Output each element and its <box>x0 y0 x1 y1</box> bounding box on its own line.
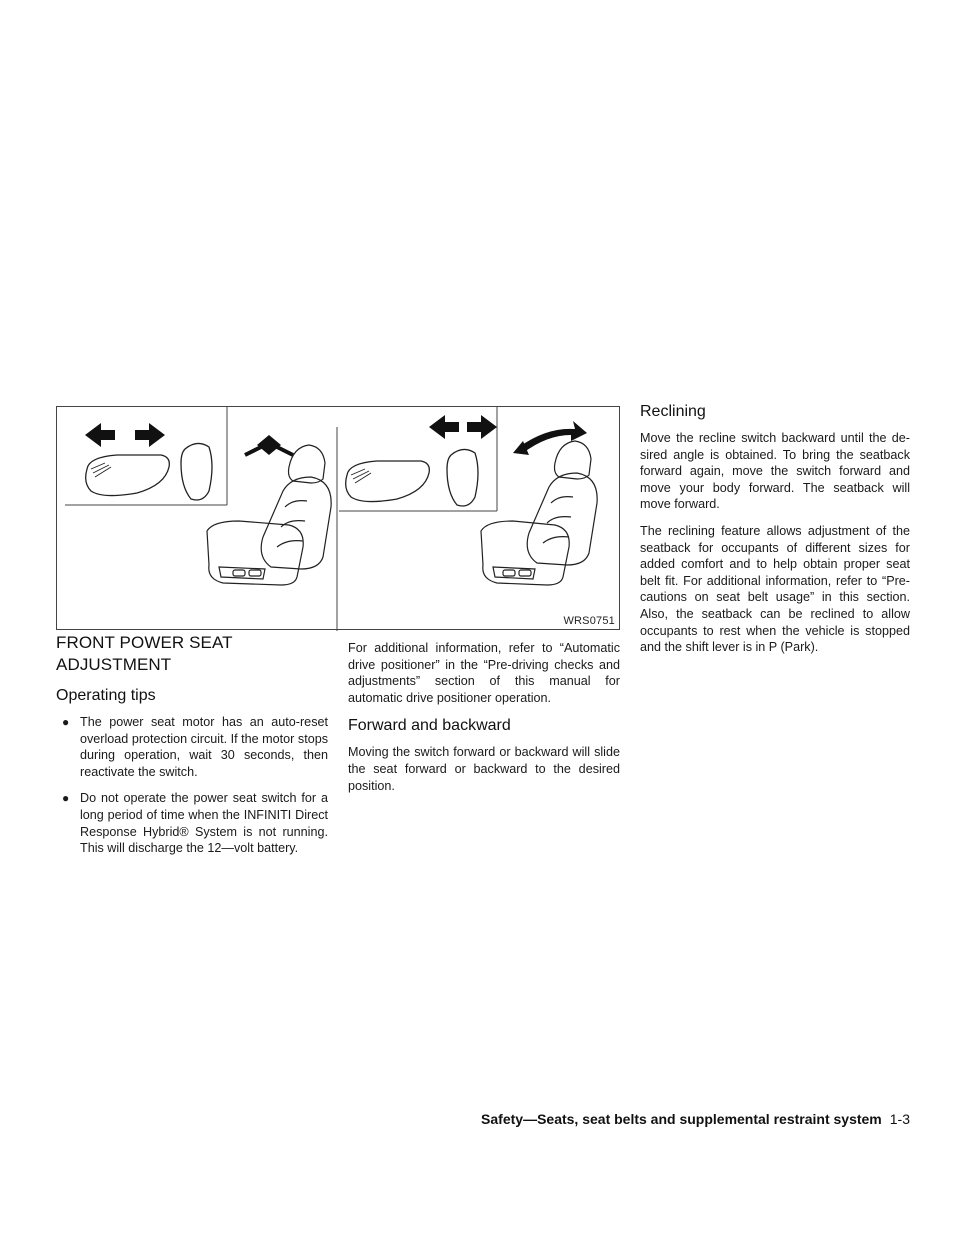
forward-backward-paragraph: Moving the switch forward or backward will slide the seat forward or backward to the desired position. <box>348 745 620 793</box>
reclining-paragraph-2: The reclining feature allows adjustment of the seatback for occupants of different sizes for added comfort and to help obtain proper seat belt fit. For additional information, refer to “Pre-cautions on seat belt usage” in this section. Also, the seatback can be reclined to allow occupants to rest when the vehicle is stopped and the shift lever is in P (Park). <box>640 523 910 655</box>
left-column <box>56 632 328 867</box>
double-arrow-icon <box>429 415 497 439</box>
subsection-title-forward-backward: Forward and backward <box>348 717 511 735</box>
page-number: 1-3 <box>889 1111 910 1127</box>
page-footer <box>481 1111 910 1131</box>
tip-text: The power seat motor has an auto-reset overload protection circuit. If the motor stops during operation, wait 30 seconds, then reactivate the switch. <box>80 715 328 779</box>
section-title: FRONT POWER SEAT ADJUSTMENT <box>56 633 233 674</box>
seat-right-icon <box>481 441 597 585</box>
bullet-icon: ● <box>62 791 70 806</box>
seat-adjustment-illustration <box>56 406 620 630</box>
tips-list <box>56 714 328 857</box>
list-item <box>56 714 328 780</box>
curved-arrow-icon <box>513 421 587 455</box>
tip-text: Do not operate the power seat switch for a long period of time when the INFINITI Direct Response Hybrid® System is not running. This will discharge the 12—volt battery. <box>80 791 328 856</box>
seat-left-icon <box>207 435 331 585</box>
subsection-title-operating-tips: Operating tips <box>56 687 156 704</box>
right-column <box>640 402 910 666</box>
middle-column <box>348 640 620 804</box>
seat-switch-icon <box>346 461 430 502</box>
seat-diagram <box>57 407 621 631</box>
recline-switch-icon <box>181 443 212 500</box>
bullet-icon: ● <box>62 715 70 729</box>
seat-switch-icon <box>86 455 170 496</box>
chapter-title: Safety—Seats, seat belts and supplemental restraint system <box>481 1111 882 1127</box>
reclining-paragraph-1: Move the recline switch backward until the de-sired angle is obtained. To bring the seatback forward again, move the switch forward and move your body forward. The seatback will move forward. <box>640 431 910 512</box>
subsection-title-reclining: Reclining <box>640 403 706 420</box>
list-item <box>56 790 328 856</box>
intro-paragraph: For additional information, refer to “Automatic drive positioner” in the “Pre-driving checks and adjustments” section of this manual for automatic drive positioner operation. <box>348 641 620 705</box>
recline-switch-icon <box>447 449 478 506</box>
figure-code: WRS0751 <box>563 615 615 627</box>
double-arrow-icon <box>85 423 165 447</box>
